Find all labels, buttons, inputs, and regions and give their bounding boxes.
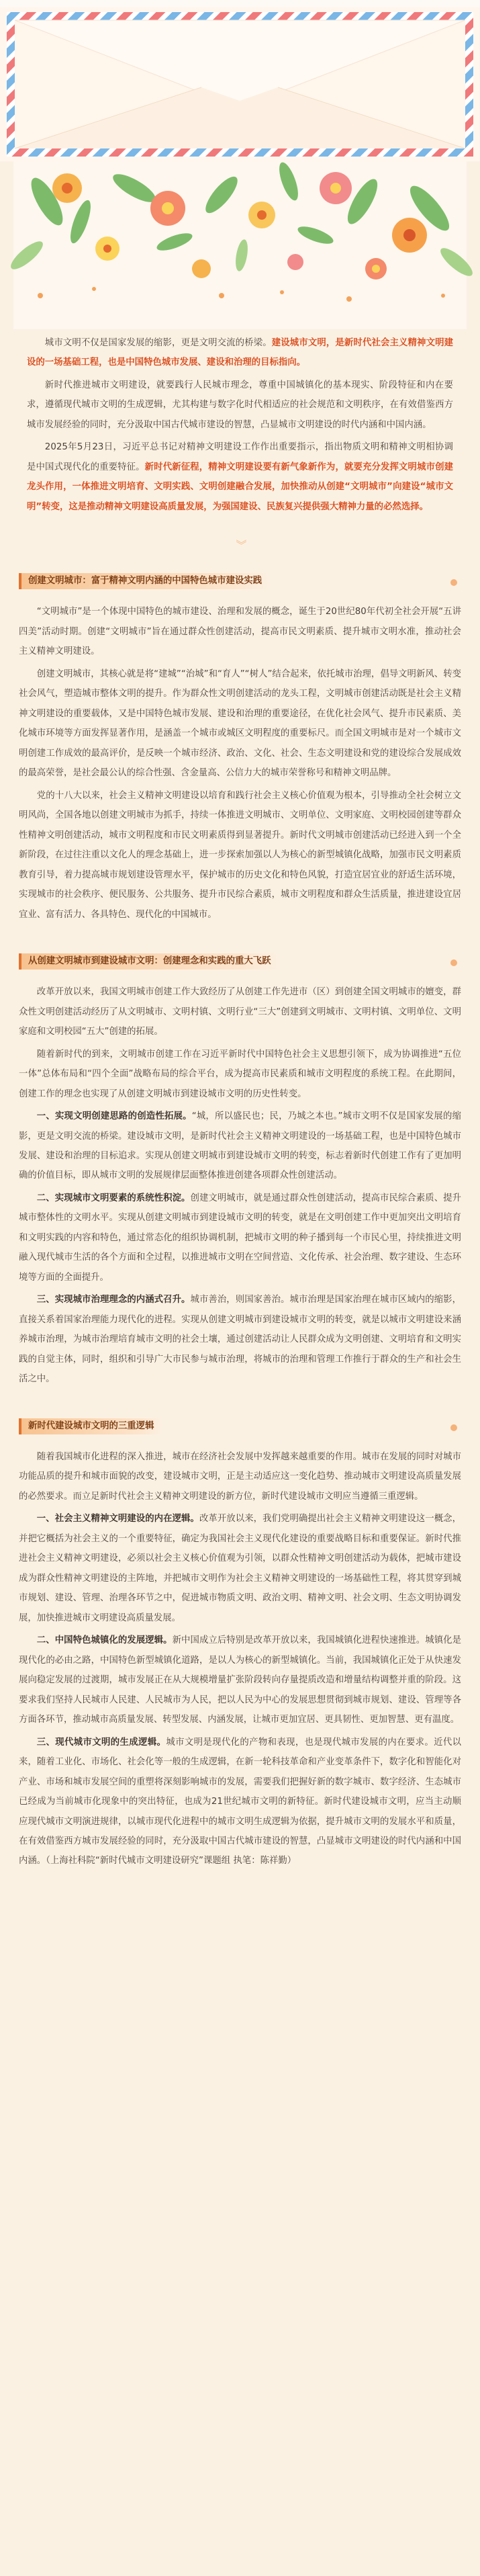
floral-hero [0,161,480,329]
section-2 [0,938,480,1403]
section-2-subheading-2: 二、实现城市文明要素的系统性积淀。 [36,1193,191,1203]
section-1-paragraph-2: 创建文明城市，其核心就是将“建城”“治城”和“育人”“树人”结合起来，依托城市治理，倡导文明新风、转变社会风气，塑造城市整体文明的提升。作为群众性文明创建活动的龙头工程，文明城市创建活动既是社会主义精神文明建设的重要载体，又是中国特色城市发展、建设和治理的重要途径，在优化社会风气、提升市民素质、美化城市环境等方面发挥显著作用，是涵盖一个城市或城区文明程度的重要标尺。而全国文明城市是对一个城市文明创建工作成效的最高评价，是反映一个城市经济、政治、文化、社会、生态文明建设和党的建设综合发展成效的最高荣誉，是社会最公认的综合性强、含金量高、公信力大的城市荣誉称号和精神文明品牌。 [19,669,461,779]
section-3-subheading-1: 一、社会主义精神文明建设的内在逻辑。 [36,1514,199,1525]
section-2-paragraph-3 [19,1107,461,1186]
intro-p3-text: 2025年5月23日，习近平总书记对精神文明建设工作作出重要指示，指出物质文明和精神文明相协调是中国式现代化的重要特征。 [27,442,453,472]
section-1-paragraph-3: 党的十八大以来，社会主义精神文明建设以培育和践行社会主义核心价值观为根本，引导推动全社会树立文明风尚，全国各地以创建文明城市为抓手，持续一体推进文明城市、文明单位、文明家庭、文明校园创建等群众性精神文明创建活动，城市文明程度和市民文明素质得到显著提升。新时代文明城市创建活动已经进入到一个全新阶段，在过往注重以文化人的理念基础上，进一步探索加强以人为核心的新型城镇化战略，加强市民文明素质教育引导，着力提高城市规划建设管理水平，保护城市的历史文化和特色风貌，打造宜居宜业的舒适生活环境，实现城市的社会秩序、便民服务、公共服务、提升市民综合素质，城市文明程度和群众生活质量，推进建设宜居宜业、富有活力、各具特色、现代化的中国城市。 [19,790,461,920]
intro-paragraph-1 [27,333,453,373]
dot-icon [450,579,457,586]
section-3-paragraph-4 [19,1733,461,1871]
intro-paragraph-2: 新时代推进城市文明建设，就要践行人民城市理念，尊重中国城镇化的基本现实、阶段特征和内在要求，遵循现代城市文明的生成逻辑，尤其构建与数字化时代相适应的社会规范和文明秩序，在有效借鉴西方城市发展经验的同时，充分汲取中国古代城市建设的智慧，凸显城市文明建设的时代内涵和中国内涵。 [27,380,453,430]
section-3-title: 新时代建设城市文明的三重逻辑 [19,1418,163,1434]
section-3-subheading-2: 二、中国特色城镇化的发展逻辑。 [36,1635,173,1646]
intro-p1-text: 城市文明不仅是国家发展的缩影，更是文明交流的桥梁。 [44,338,272,348]
section-2-text-3: 城市善治，则国家善治。城市治理是国家治理在城市区域内的缩影，直接关系着国家治理能力现代化的进程。实现从创建文明城市到建设城市文明的转变，就是以城市文明建设来涵养城市治理，为城市治理培育城市文明的社会土壤，通过创建活动让人民群众成为文明创建、文明培育和文明实践的自觉主体，同时，组织和引导广大市民参与城市治理，将城市的治理和管理工作推行于群众的生产和社会生活之中。 [19,1295,462,1385]
section-3-text-1: 改革开放以来，我们党明确提出社会主义精神文明建设这一概念，并把它概括为社会主义的一个重要特征，确定为我国社会主义现代化建设的重要战略目标和重要保证。新时代推进社会主义精神文明建设，必须以社会主义核心价值观为引领，以群众性精神文明创建活动为载体，把城市建设成为群众性精神文明建设的主阵地，并把城市文明作为社会主义精神文明建设的一场基础性工程，将其贯穿到城市规划、建设、管理、治理各环节之中，促进城市物质文明、政治文明、精神文明、社会文明、生态文明协调发展，加快推进城市文明建设高质量发展。 [19,1514,462,1623]
section-2-title: 从创建文明城市到建设城市文明：创建理念和实践的重大飞跃 [19,953,281,970]
section-3-paragraph-1: 随着我国城市化进程的深入推进，城市在经济社会发展中发挥越来越重要的作用。城市在发展的同时对城市功能品质的提升和城市面貌的改变，建设城市文明，正是主动适应这一变化趋势、推动城市文明建设高质量发展的必然要求。而立足新时代社会主义精神文明建设的新方位，新时代建设城市文明应当遵循三重逻辑。 [19,1451,461,1502]
section-2-paragraph-2: 随着新时代的到来，文明城市创建工作在习近平新时代中国特色社会主义思想引领下，成为协调推进“五位一体”总体布局和“四个全面”战略布局的综合平台，成为提高市民素质和城市文明程度的系统工程。在此期间，创建工作的理念也实现了从创建文明城市到建设城市文明的历史性转变。 [19,1049,461,1099]
section-2-text-2: 创建文明城市，就是通过群众性创建活动，提高市民综合素质、提升城市整体性的文明水平。实现从创建文明城市到建设城市文明的转变，就是在文明创建工作中更加突出文明培育和文明实践的内容和特色，通过常态化的组织协调机制，把城市文明的种子播到每一个市民心里，持续推进文明融入现代城市生活的各个方面和全过程，以推进城市文明在空间营造、文化传承、社会治理、数字建设、生态环境等方面的全面提升。 [19,1193,462,1283]
section-3-paragraph-2 [19,1509,461,1628]
section-3-subheading-3: 三、现代城市文明的生成逻辑。 [36,1737,166,1748]
flower-illustration [0,161,480,329]
section-3 [0,1403,480,1885]
section-3-text-2: 新中国成立后特别是改革开放以来，我国城镇化进程快速推进。城镇化是现代化的必由之路，中国特色新型城镇化道路，是以人为核心的新型城镇化。当前，我国城镇化正处于从快速发展向稳定发展的过渡期，城市发展正在从大规模增量扩张阶段转向存量提质改造和增量结构调整并重的阶段。这要求我们坚持人民城市人民建、人民城市为人民，把以人民为中心的发展思想贯彻到城市规划、建设、管理等各方面各环节，推动城市高质量发展、转型发展、内涵发展，让城市更加宜居、更具韧性、更加智慧、更有温度。 [19,1635,462,1725]
section-2-subheading-1: 一、实现文明创建思路的创造性拓展。 [36,1111,192,1122]
dot-icon [450,959,457,966]
section-1-paragraph-1: “文明城市”是一个体现中国特色的城市建设、治理和发展的概念，诞生于20世纪80年代初全社会开展“五讲四美”活动时期。创建“文明城市”旨在通过群众性创建活动，提高市民文明素质、提升城市文明水准，推动社会主义精神文明建设。 [19,607,461,657]
section-3-paragraph-3 [19,1631,461,1729]
section-2-paragraph-4 [19,1189,461,1287]
section-3-text-3: 城市文明是现代化的产物和表现，也是现代城市发展的内在要求。近代以来，随着工业化、市场化、社会化等一般的生成逻辑，在新一轮科技革命和产业变革条件下，数字化和智能化对产业、市场和城市发展空间的重塑将深刻影响城市的发展，需要我们把握好新的数字城市、数字经济、生态城市已经成为当前城市化现象中的突出特征，也成为21世纪城市文明的新特征。新时代建设城市文明，应当主动顺应现代城市文明演进规律，以城市现代化进程中的城市文明生成逻辑为依据，提升城市文明的发展水平和质量，在有效借鉴西方城市发展经验的同时，充分汲取中国古代城市建设的智慧，凸显城市文明建设的时代内涵和中国内涵。（上海社科院“新时代城市文明建设研究”课题组 执笔：陈祥勤） [19,1737,462,1866]
section-1 [0,558,480,938]
section-2-subheading-3: 三、实现城市治理理念的内涵式召升。 [36,1295,191,1305]
envelope-illustration [0,7,480,161]
intro-p1-highlight: 建设城市文明，是新时代社会主义精神文明建设的一场基础工程，也是中国特色城市发展、建设和治理的目标指向。 [27,338,454,368]
envelope-banner [0,0,480,161]
section-2-paragraph-5 [19,1290,461,1389]
section-2-heading [19,950,461,973]
section-1-title: 创建文明城市：富于精神文明内涵的中国特色城市建设实践 [19,573,271,589]
section-1-heading [19,570,461,593]
chevron-down-icon: ︾ [236,539,244,552]
section-3-heading [19,1415,461,1438]
section-2-text-1: “城，所以盛民也；民，乃城之本也。”城市文明不仅是国家发展的缩影，更是文明交流的桥梁。建设城市文明，是新时代社会主义精神文明建设的一场基础工程，也是中国特色城市发展、建设和治理的目标追求。实现从创建文明城市到建设城市文明的转变，标志着新时代创建工作有了更加明确的价值目标，即从城市文明的发展规律层面整体推进创建各项群众性创建活动。 [19,1111,461,1181]
section-2-paragraph-1: 改革开放以来，我国文明城市创建工作大致经历了从创建工作先进市（区）到创建全国文明城市的嬗变，群众性文明创建活动经历了从文明城市、文明村镇、文明行业“三大”创建到文明城市、文明村镇、文明单位、文明家庭和文明校园“五大”创建的拓展。 [19,987,461,1037]
intro-p3-highlight: 新时代新征程，精神文明建设要有新气象新作为，就要充分发挥文明城市创建龙头作用，一体推进文明培育、文明实践、文明创建融合发展，加快推动从创建“文明城市”向建设“城市文明”转变，这是推动精神文明建设高质量发展，为强国建设、民族复兴提供强大精神力量的必然选择。 [27,462,453,512]
dot-icon [450,1424,457,1431]
intro-paragraph-3 [27,437,453,517]
intro-text [0,329,480,533]
